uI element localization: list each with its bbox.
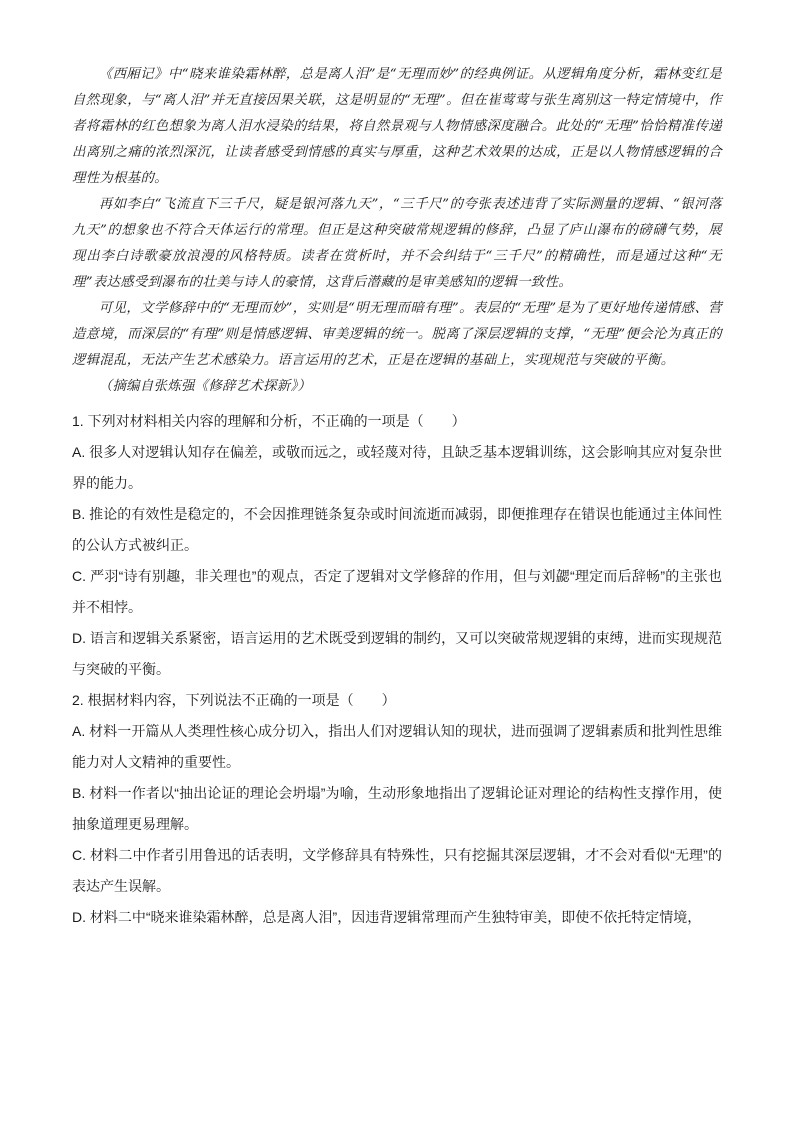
question-2: [72, 685, 722, 933]
question-stem: 1. 下列对材料相关内容的理解和分析，不正确的一项是（ ）: [72, 413, 466, 429]
question-stem: 2. 根据材料内容，下列说法不正确的一项是（ ）: [72, 692, 396, 708]
passage-paragraph-1: 《西厢记》中“晓来谁染霜林醉，总是离人泪”是“无理而妙”的经典例证。从逻辑角度分析，霜林变红是自然现象，与“离人泪”并无直接因果关联，这是明显的“无理”。但在崔莺莺与张生离别这一特定情境中，作者将霜林的红色想象为离人泪水浸染的结果，将自然景观与人物情感深度融合。此处的“无理”恰恰精准传递出离别之痛的浓烈深沉，让读者感受到情感的真实与厚重，这种艺术效果的达成，正是以人物情感逻辑的合理性为根基的。: [72, 67, 722, 186]
passage-source: （摘编自张炼强《修辞艺术探新》）: [98, 379, 312, 394]
option-d[interactable]: D. 语言和逻辑关系紧密，语言运用的艺术既受到逻辑的制约，又可以突破常规逻辑的束缚，进而实现规范与突破的平衡。: [72, 630, 722, 677]
option-c[interactable]: C. 材料二中作者引用鲁迅的话表明，文学修辞具有特殊性，只有挖掘其深层逻辑，才不会对看似“无理”的表达产生误解。: [72, 847, 722, 894]
document-page: [72, 62, 722, 933]
question-list: [72, 406, 722, 933]
option-b[interactable]: B. 推论的有效性是稳定的，不会因推理链条复杂或时间流逝而减弱，即便推理存在错误也能通过主体间性的公认方式被纠正。: [72, 506, 722, 553]
reading-passage: [72, 62, 722, 400]
question-1: [72, 406, 722, 685]
passage-paragraph-2: 再如李白“飞流直下三千尺，疑是银河落九天”，“三千尺”的夸张表述违背了实际测量的逻辑、“银河落九天”的想象也不符合天体运行的常理。但正是这种突破常规逻辑的修辞，凸显了庐山瀑布的磅礴气势，展现出李白诗歌豪放浪漫的风格特质。读者在赏析时，并不会纠结于“三千尺”的精确性，而是通过这种“无理”表达感受到瀑布的壮美与诗人的豪情，这背后潜藏的是审美感知的逻辑一致性。: [72, 197, 722, 290]
option-a[interactable]: A. 材料一开篇从人类理性核心成分切入，指出人们对逻辑认知的现状，进而强调了逻辑素质和批判性思维能力对人文精神的重要性。: [72, 723, 722, 770]
option-d[interactable]: D. 材料二中“晓来谁染霜林醉，总是离人泪”，因违背逻辑常理而产生独特审美，即使不依托特定情境，: [72, 909, 702, 925]
option-b[interactable]: B. 材料一作者以“抽出论证的理论会坍塌”为喻，生动形象地指出了逻辑论证对理论的结构性支撑作用，使抽象道理更易理解。: [72, 785, 722, 832]
option-a[interactable]: A. 很多人对逻辑认知存在偏差，或敬而远之，或轻蔑对待，且缺乏基本逻辑训练，这会影响其应对复杂世界的能力。: [72, 444, 722, 491]
option-c[interactable]: C. 严羽“诗有别趣，非关理也”的观点，否定了逻辑对文学修辞的作用，但与刘勰“理定而后辞畅”的主张也并不相悖。: [72, 568, 722, 615]
passage-paragraph-3: 可见，文学修辞中的“无理而妙”，实则是“明无理而暗有理”。表层的“无理”是为了更好地传递情感、营造意境，而深层的“有理”则是情感逻辑、审美逻辑的统一。脱离了深层逻辑的支撑，“无理”便会沦为真正的逻辑混乱，无法产生艺术感染力。语言运用的艺术，正是在逻辑的基础上，实现规范与突破的平衡。: [72, 301, 722, 368]
